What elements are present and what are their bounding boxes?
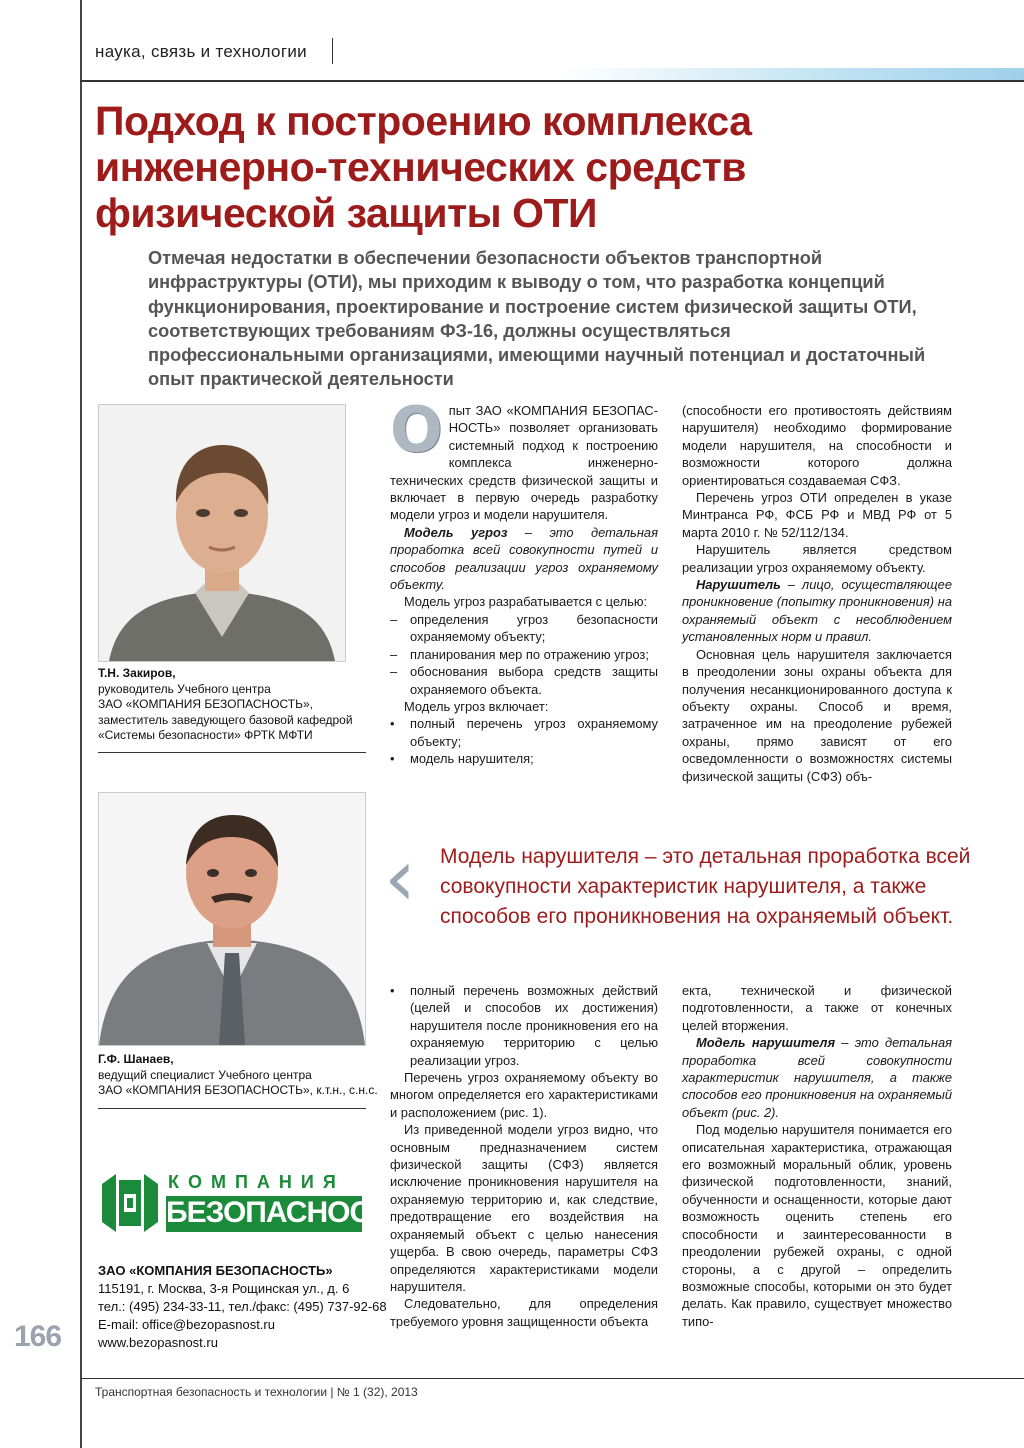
paragraph: Перечень угроз ОТИ определен в указе Минтранса РФ, ФСБ РФ и МВД РФ от 5 марта 2010 г. № 52/112/134. <box>682 490 952 540</box>
pull-quote: Модель нарушителя – это детальная проработка всей совокупности характеристик нарушителя, а также способов его проникновения на охраняемый объект. <box>440 845 971 928</box>
author-caption-1 <box>98 666 368 744</box>
list-item: • полный перечень возможных действий (целей и способов их достижения) нарушителя после проникновения его на охраняемую территорию с целью реализации угроз. <box>390 983 658 1068</box>
paragraph: Нарушитель является средством реализации угроз охраняемому объекту. <box>682 542 952 575</box>
portrait-illustration <box>99 793 365 1045</box>
author-name: Г.Ф. Шанаев, <box>98 1052 174 1066</box>
section-divider <box>332 38 333 64</box>
article-column-2-bottom <box>682 982 952 1330</box>
list-item: • полный перечень угроз охраняемому объекту; <box>390 716 658 749</box>
article-lead: Отмечая недостатки в обеспечении безопасности объектов транспортной инфраструктуры (ОТИ), мы приходим к выводу о том, что разработка концепций функционирования, проектирование и построение систем физической защиты ОТИ, соответствующих требованиям ФЗ-16, должны осуществляться профессиональными организациями, имеющими научный потенциал и достаточный опыт практической деятельности <box>148 248 926 390</box>
definition-paragraph: Нарушитель – лицо, осуществляющее проникновение (попытку проникновения) на охраняемый объект с несоблюдением установленных норм и правил. <box>682 577 952 645</box>
paragraph: Модель угроз включает: <box>404 698 549 714</box>
article-column-1-bottom <box>390 982 658 1330</box>
paragraph: екта, технической и физической подготовленности, а также от конечных целей вторжения. <box>682 983 952 1033</box>
company-name: ЗАО «КОМПАНИЯ БЕЗОПАСНОСТЬ» <box>98 1263 333 1278</box>
company-contacts <box>98 1262 387 1352</box>
list-item: – планирования мер по отражению угроз; <box>390 646 649 662</box>
author-name: Т.Н. Закиров, <box>98 666 176 680</box>
article-column-2-top <box>682 402 952 785</box>
author-position: руководитель Учебного центра <box>98 681 271 696</box>
header-gradient <box>560 68 1024 80</box>
margin-rule <box>80 0 82 1448</box>
author-photo-shanaev <box>98 792 366 1046</box>
paragraph: Модель угроз разрабатывается с целью: <box>404 594 648 610</box>
article-column-1-top <box>390 393 658 768</box>
definition-paragraph: Модель угроз – это детальная проработка всей совокупности путей и способов реализации угроз охраняемому объекту. <box>390 524 658 593</box>
paragraph: Основная цель нарушителя заключается в преодолении зоны охраны объекта для получения несанкционированного доступа к объекту охраны. Способ и время, затраченное им на преодоление рубежей охраны, прямо зависят от его осведомленности о возможностях системы физической защиты (СФЗ) объ- <box>682 646 952 784</box>
author-position: «Системы безопасности» ФРТК МФТИ <box>98 728 313 742</box>
page-number: 166 <box>14 1320 62 1353</box>
company-phone: тел.: (495) 234-33-11, тел./факс: (495) 737-92-68 <box>98 1299 387 1314</box>
article-title: Подход к построению комплекса инженерно-технических средств физической защиты ОТИ <box>95 98 752 236</box>
author-photo-zakirov <box>98 404 346 662</box>
paragraph: (способности его противостоять действиям нарушителя) необходимо формирование модели нарушителя, на способности и возможности которого должна ориентироваться создаваемая СФЗ. <box>682 403 952 488</box>
definition-paragraph: Модель нарушителя – это детальная проработка всей совокупности характеристик нарушителя, а также способов его проникновения на охраняемый объект (рис. 2). <box>682 1035 952 1120</box>
journal-footer: Транспортная безопасность и технологии | № 1 (32), 2013 <box>95 1385 418 1399</box>
list-item: – определения угроз безопасности охраняемому объекту; <box>390 611 658 645</box>
logo-wordmark-main: БЕЗОПАСНОСТЬ <box>166 1196 408 1229</box>
author-position: ЗАО «КОМПАНИЯ БЕЗОПАСНОСТЬ», к.т.н., с.н.с. <box>98 1083 378 1097</box>
company-website[interactable]: www.bezopasnost.ru <box>98 1335 218 1350</box>
paragraph: Опыт ЗАО «КОМПАНИЯ БЕЗОПАС-НОСТЬ» позволяет организовать системный подход к построению комплекса инженерно-технических средств физической защиты и включает в первую очередь разработку модели угроз и модели нарушителя. <box>390 393 658 523</box>
company-email[interactable]: E-mail: office@bezopasnost.ru <box>98 1317 275 1332</box>
logo-wordmark-top: КОМПАНИЯ <box>168 1172 345 1192</box>
quote-chevron-icon: ‹ <box>384 831 416 924</box>
portrait-illustration <box>99 405 345 661</box>
caption-divider <box>98 1108 366 1109</box>
caption-divider <box>98 752 366 753</box>
section-label: наука, связь и технологии <box>95 42 307 61</box>
author-position: ЗАО «КОМПАНИЯ БЕЗОПАСНОСТЬ», <box>98 697 314 711</box>
list-item: • модель нарушителя; <box>390 751 534 767</box>
paragraph: Под моделью нарушителя понимается его описательная характеристика, отражающая его возможный моральный облик, уровень физической подготовленности, знаний, обученности и оснащенности, которые дают возможность оценить степень его способности и заинтересованности в преодолении рубежей охраны, с одной стороны, а с другой – определить возможные способы, которыми он это будет делать. Как правило, существует множество типо- <box>682 1122 952 1329</box>
list-item: – обоснования выбора средств защиты охраняемого объекта. <box>390 664 658 697</box>
author-caption-2 <box>98 1052 388 1099</box>
company-address: 115191, г. Москва, 3-я Рощинская ул., д. 6 <box>98 1281 350 1296</box>
drop-cap: О <box>390 393 443 466</box>
footer-rule <box>80 1378 1024 1379</box>
author-position: ведущий специалист Учебного центра <box>98 1067 312 1082</box>
paragraph: Следовательно, для определения требуемого уровня защищенности объекта <box>390 1296 658 1329</box>
header-rule <box>80 80 1024 82</box>
paragraph: Из приведенной модели угроз видно, что основным предназначением систем физической защиты (СФЗ) является исключение проникновения нарушителя на охраняемую территорию и, как следствие, предотвращение его воздействия на охраняемый объект с целью нанесения ущерба. В свою очередь, параметры СФЗ определяются характеристиками модели нарушителя. <box>390 1122 658 1294</box>
paragraph: Перечень угроз охраняемому объекту во многом определяется его характеристиками и расположением (рис. 1). <box>390 1070 658 1120</box>
author-position: заместитель заведующего базовой кафедрой <box>98 712 353 727</box>
